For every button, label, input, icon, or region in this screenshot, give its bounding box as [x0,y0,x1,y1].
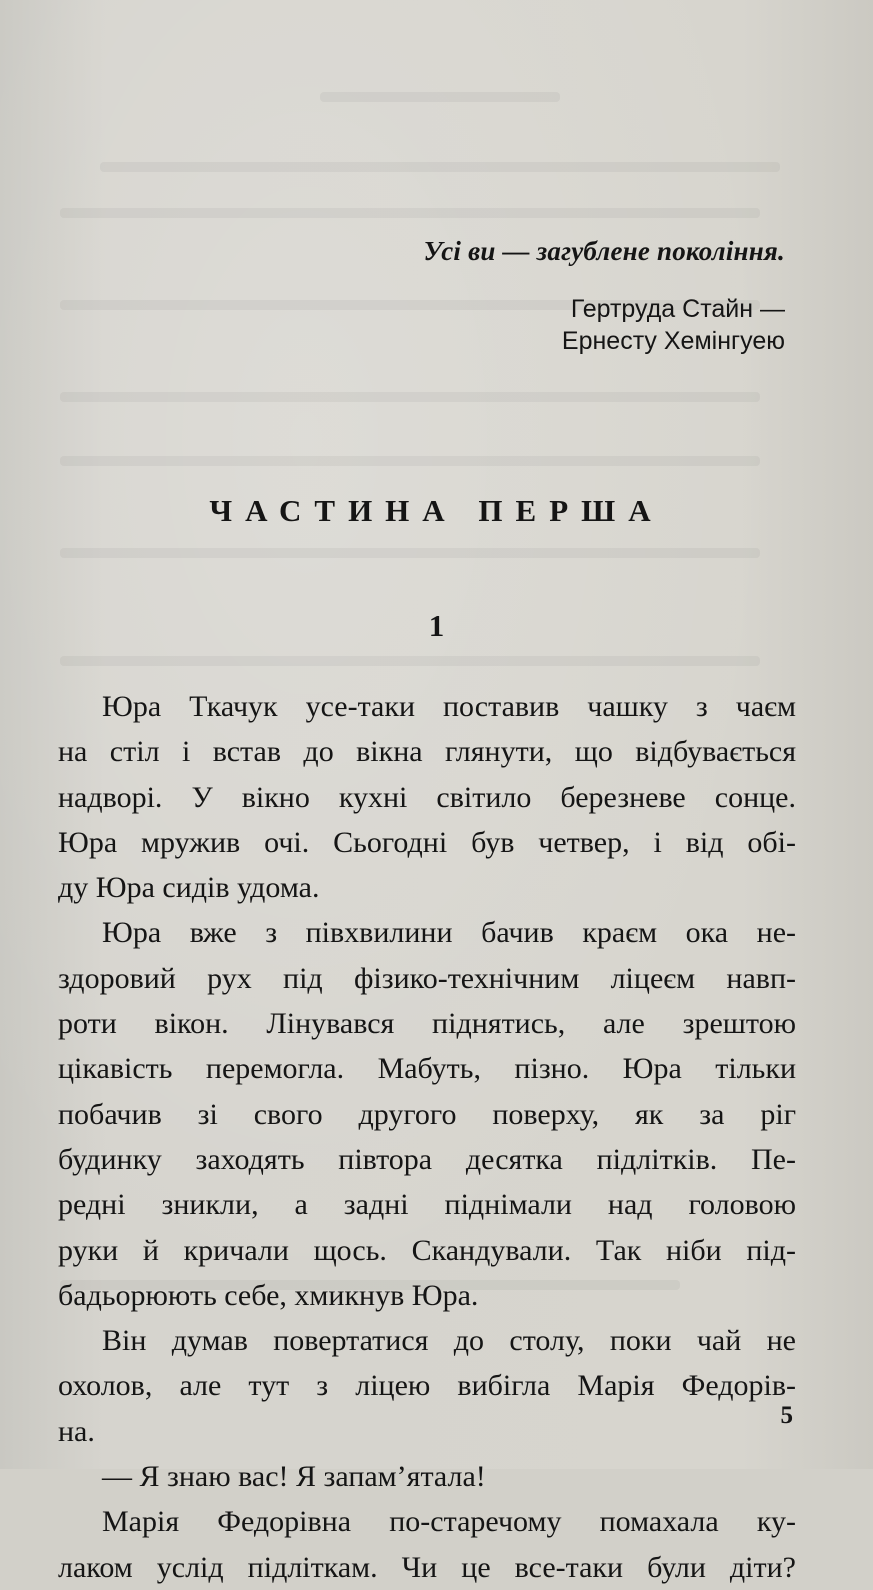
text-line: побачив зі свого другого поверху, як за ріг [58,1097,796,1131]
text-line: лаком услід підліткам. Чи це все-таки були діти? [58,1550,796,1584]
text-line: Юра Ткачук усе-таки поставив чашку з чаєм [102,690,796,723]
show-through-line [60,208,760,218]
epigraph-quote: Усі ви — загублене покоління. [423,236,785,266]
text-line: Юра вже з півхвилини бачив краєм ока не- [102,916,796,950]
text-line: надворі. У вікно кухні світило березневе сонце. [58,780,796,814]
dialogue-line: — Я знаю вас! Я запам’ятала! [102,1460,486,1494]
text-line: Юра мружив очі. Сьогодні був четвер, і від обі- [58,825,796,859]
paragraph [58,1499,796,1590]
text-line: на стіл і встав до вікна глянути, що відбувається [58,735,796,769]
paragraph [58,1454,796,1499]
epigraph-author-line: Ернесту Хемінгуею [561,327,785,355]
show-through-line [320,92,560,102]
show-through-line [100,162,780,172]
show-through-line [60,392,760,402]
text-line: редні зникли, а задні піднімали над головою [58,1188,796,1222]
epigraph-author-line: Гертруда Стайн — [570,295,785,323]
page-number: 5 [780,1402,793,1429]
text-line: цікавість перемогла. Мабуть, пізно. Юра тільки [58,1052,796,1086]
show-through-line [60,548,760,558]
chapter-number: 1 [428,608,445,643]
show-through-line [60,456,760,466]
epigraph-attribution [424,293,785,357]
text-line: бадьорюють себе, хмикнув Юра. [58,1278,479,1312]
text-line: на. [58,1414,95,1448]
paragraph [58,1318,796,1454]
chapter-body [58,684,796,1590]
text-line: Він думав повертатися до столу, поки чай не [102,1324,796,1358]
text-line: будинку заходять півтора десятка підлітків. Пе- [58,1142,796,1176]
text-line: роти вікон. Лінувався піднятись, але зрештою [58,1007,796,1041]
text-line: охолов, але тут з ліцею вибігла Марія Федорів- [58,1369,796,1403]
paragraph [58,910,796,1318]
paragraph [58,684,796,910]
part-title: ЧАСТИНА ПЕРША [209,493,664,528]
text-line: руки й кричали щось. Скандували. Так ніби під- [58,1233,796,1267]
text-line: ду Юра сидів удома. [58,871,320,905]
show-through-line [60,656,760,666]
text-line: здоровий рух під фізико-технічним ліцеєм навп- [58,961,796,995]
epigraph [424,236,785,357]
text-line: Марія Федорівна по-старечому помахала ку- [102,1505,796,1539]
